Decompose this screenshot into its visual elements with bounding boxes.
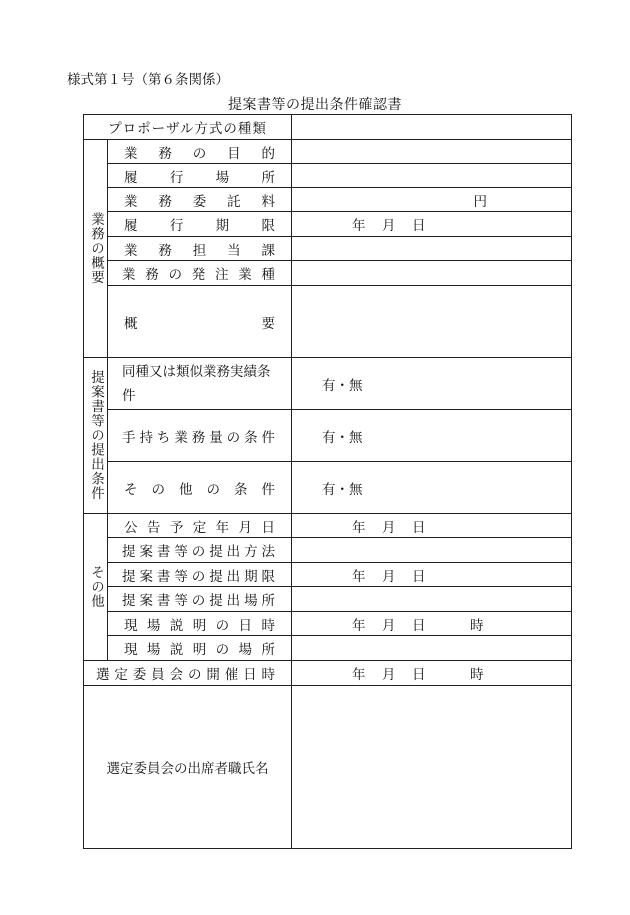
hour-unit: 時 [470,667,484,683]
value-industry[interactable] [292,261,572,286]
proposal-type-value[interactable] [292,115,572,140]
month-unit: 月 [382,617,396,634]
row-label-site-datetime: 現 場 説 明 の 日 時 [124,617,275,634]
section-submission-conditions [84,358,108,514]
row-label-workload: 手 持 ち 業 務 量 の 条 件 [122,429,275,446]
value-announce-date[interactable] [292,514,572,538]
row-label-site-place: 現 場 説 明 の 場 所 [124,642,275,658]
year-unit: 年 [352,667,366,683]
hour-unit: 時 [470,617,484,634]
row-label-similar-record: 同種又は類似業務実績条件 [122,363,271,404]
section-business-overview [84,140,108,358]
day-unit: 日 [412,218,426,234]
value-submit-method[interactable] [292,538,572,563]
yes-no-option: 有・無 [322,377,363,394]
document-title: 提案書等の提出条件確認書 [228,97,402,113]
day-unit: 日 [412,568,426,585]
year-unit: 年 [352,568,366,585]
section-others [84,514,108,661]
committee-attendees-label: 選定委員会の出席者職氏名 [106,761,269,777]
row-label-submit-method: 提 案 書 等 の 提 出 方 法 [122,544,275,560]
value-place[interactable] [292,164,572,188]
row-label-purpose: 業 務 の 目 的 [124,145,275,162]
row-label-place: 履 行 場 所 [124,169,275,186]
value-committee-date[interactable] [292,661,572,686]
value-summary[interactable] [292,286,572,358]
year-unit: 年 [352,218,366,234]
month-unit: 月 [382,519,396,536]
value-other-condition[interactable] [292,462,572,514]
value-submit-place[interactable] [292,587,572,612]
proposal-type-label-cell [84,115,292,140]
month-unit: 月 [382,218,396,234]
section-others-label: その他 [88,565,104,609]
yes-no-option: 有・無 [322,429,363,446]
day-unit: 日 [412,667,426,683]
value-submit-deadline[interactable] [292,563,572,587]
day-unit: 日 [412,519,426,536]
row-label-summary: 概 要 [124,315,276,332]
row-label-industry: 業 務 の 発 注 業 種 [122,267,275,283]
value-fee[interactable] [292,188,572,212]
year-unit: 年 [352,617,366,634]
yes-no-option: 有・無 [322,481,363,498]
value-site-place[interactable] [292,636,572,661]
value-site-datetime[interactable] [292,612,572,636]
year-unit: 年 [352,519,366,536]
value-committee-attendees[interactable] [292,686,572,849]
yen-unit: 円 [473,193,488,210]
section-business-overview-label: 業務の概要 [88,212,104,285]
proposal-type-label: プロポーザル方式の種類 [108,121,267,137]
section-submission-conditions-label: 提案書等の提出条件 [88,370,104,501]
month-unit: 月 [382,667,396,683]
row-label-submit-deadline: 提 案 書 等 の 提 出 期 限 [122,568,275,585]
row-label-submit-place: 提 案 書 等 の 提 出 場 所 [122,593,275,609]
value-purpose[interactable] [292,140,572,164]
committee-date-label: 選 定 委 員 会 の 開 催 日 時 [96,667,276,683]
month-unit: 月 [382,568,396,585]
value-dept[interactable] [292,237,572,261]
row-label-dept: 業 務 担 当 課 [124,242,275,259]
value-workload[interactable] [292,410,572,462]
row-label-announce-date: 公 告 予 定 年 月 日 [124,519,275,536]
day-unit: 日 [412,617,426,634]
row-label-period: 履 行 期 限 [124,218,275,234]
row-label-fee: 業 務 委 託 料 [124,193,275,210]
value-period[interactable] [292,212,572,237]
conditions-table [83,114,572,849]
row-label-other-condition: そ の 他 の 条 件 [124,481,275,498]
form-number: 様式第１号（第６条関係） [67,72,229,88]
value-similar-record[interactable] [292,358,572,410]
